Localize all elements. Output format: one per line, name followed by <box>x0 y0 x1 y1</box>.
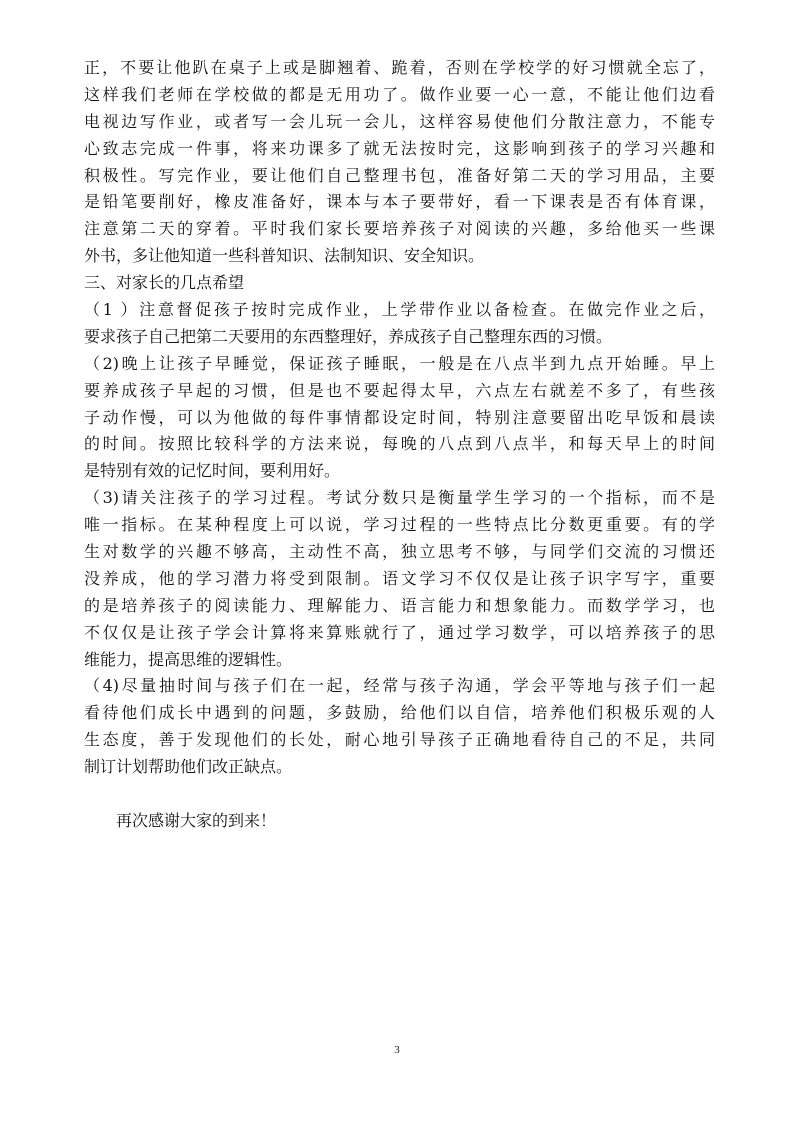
text-line: 维能力，提高思维的逻辑性。 <box>84 649 293 669</box>
text-line: 正，不要让他趴在桌子上或是脚翘着、跪着，否则在学校学的好习惯就全忘了， <box>84 58 715 77</box>
document-body <box>84 55 715 835</box>
text-line: 注意第二天的穿着。平时我们家长要培养孩子对阅读的兴趣，多给他买一些课 <box>84 219 715 239</box>
text-line: 子动作慢，可以为他做的每件事情都设定时间，特别注意要留出吃早饭和晨读 <box>84 407 715 427</box>
page-number: 3 <box>394 1044 400 1056</box>
text-line: 没养成，他的学习潜力将受到限制。语文学习不仅仅是让孩子识字写字，重要 <box>84 568 715 588</box>
text-line: 要求孩子自己把第二天要用的东西整理好，养成孩子自己整理东西的习惯。 <box>84 326 613 346</box>
text-line: 的是培养孩子的阅读能力、理解能力、语言能力和想象能力。而数学学习，也 <box>84 595 715 615</box>
text-line: 不仅仅是让孩子学会计算将来算账就行了，通过学习数学，可以培养孩子的思 <box>84 622 715 642</box>
text-line: 外书，多让他知道一些科普知识、法制知识、安全知识。 <box>84 246 485 266</box>
paragraph-gap <box>84 781 715 808</box>
text-line: 唯一指标。在某种程度上可以说，学习过程的一些特点比分数更重要。有的学 <box>84 515 715 535</box>
text-line: 生对数学的兴趣不够高，主动性不高，独立思考不够，与同学们交流的习惯还 <box>84 542 715 562</box>
text-line: 的时间。按照比较科学的方法来说，每晚的八点到八点半，和每天早上的时间 <box>84 434 715 454</box>
text-line: （2)晚上让孩子早睡觉，保证孩子睡眠，一般是在八点半到九点开始睡。早上 <box>84 353 715 373</box>
text-line: 看待他们成长中遇到的问题，多鼓励，给他们以自信，培养他们积极乐观的人 <box>84 703 715 723</box>
text-line: 制订计划帮助他们改正缺点。 <box>84 757 293 777</box>
text-line: 是特别有效的记忆时间，要利用好。 <box>84 461 341 481</box>
text-line: 积极性。写完作业，要让他们自己整理书包，准备好第二天的学习用品，主要 <box>84 165 715 185</box>
text-line: 是铅笔要削好，橡皮准备好，课本与本子要带好，看一下课表是否有体育课， <box>84 192 715 212</box>
text-line: 这样我们老师在学校做的都是无用功了。做作业要一心一意，不能让他们边看 <box>84 84 715 104</box>
section-heading: 三、对家长的几点希望 <box>84 273 245 293</box>
text-line: 生态度，善于发现他们的长处，耐心地引导孩子正确地看待自己的不足，共同 <box>84 730 715 750</box>
text-line: 电视边写作业，或者写一会儿玩一会儿，这样容易使他们分散注意力，不能专 <box>84 111 715 131</box>
text-line: （4)尽量抽时间与孩子们在一起，经常与孩子沟通，学会平等地与孩子们一起 <box>84 676 715 696</box>
closing-line: 再次感谢大家的到来！ <box>116 810 277 830</box>
text-line: （1 ）注意督促孩子按时完成作业，上学带作业以备检查。在做完作业之后， <box>84 300 715 320</box>
text-line: 要养成孩子早起的习惯，但是也不要起得太早，六点左右就差不多了，有些孩 <box>84 380 715 400</box>
text-line: （3)请关注孩子的学习过程。考试分数只是衡量学生学习的一个指标，而不是 <box>84 488 715 508</box>
text-line: 心致志完成一件事，将来功课多了就无法按时完，这影响到孩子的学习兴趣和 <box>84 138 715 158</box>
